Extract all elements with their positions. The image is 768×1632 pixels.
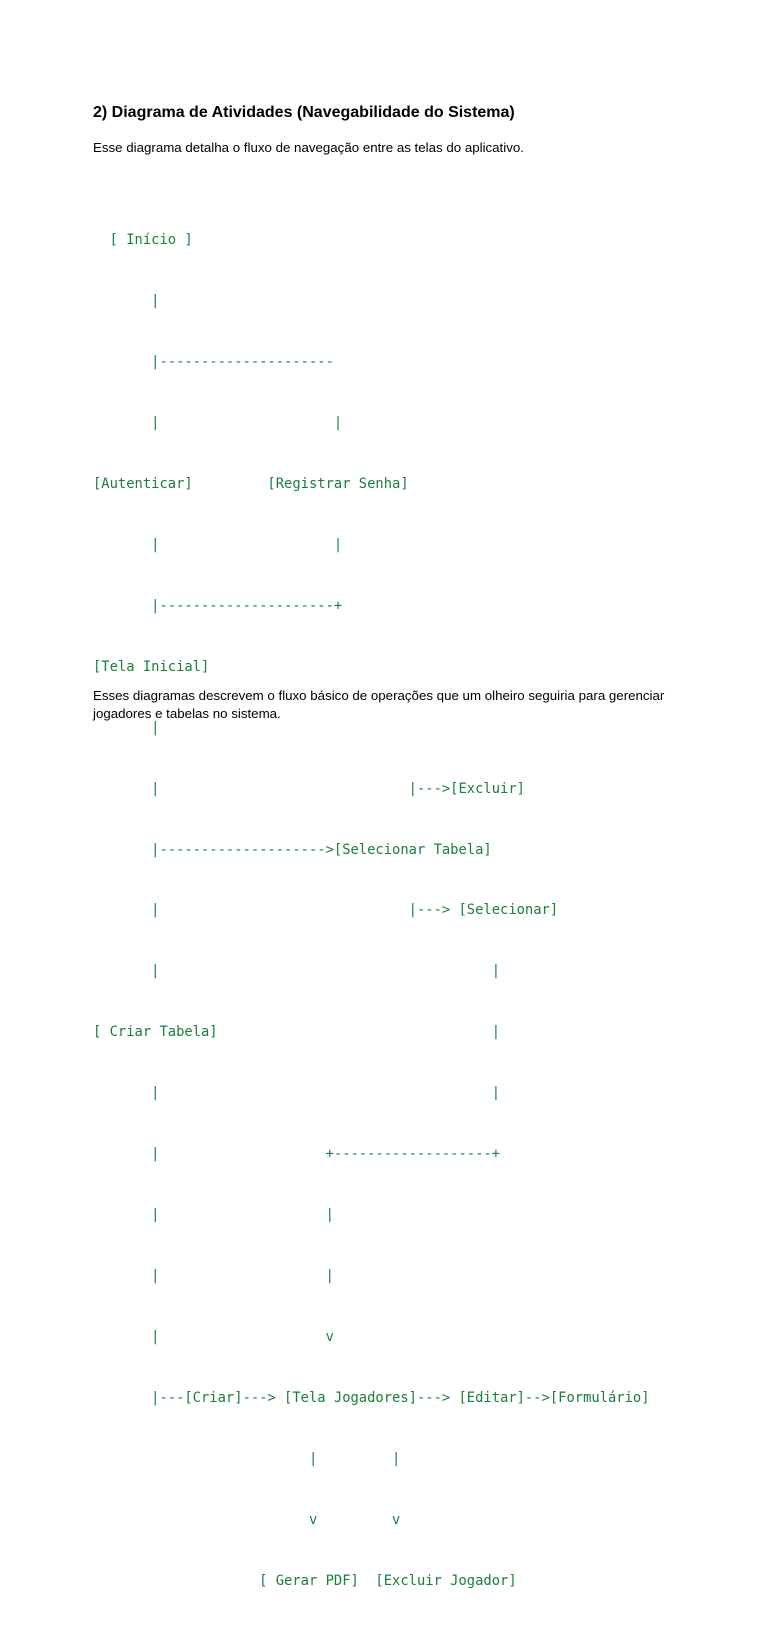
diagram-line: | | [93,1268,334,1285]
section-heading: 2) Diagrama de Atividades (Navegabilidade do Sistema) [93,104,515,121]
diagram-line: | | [93,1451,401,1468]
diagram-line: | | [93,414,343,431]
diagram-line: | +-------------------+ [93,1146,501,1163]
diagram-line: | | [93,536,343,553]
diagram-line: | | [93,963,501,980]
diagram-line: | | [93,1207,334,1224]
diagram-line: [ Gerar PDF] [Excluir Jogador] [93,1573,517,1590]
diagram-line: |---[Criar]---> [Tela Jogadores]---> [Editar]-->[Formulário] [93,1390,650,1407]
diagram-line: |--------------------- [93,353,334,370]
diagram-line: |---------------------+ [93,597,343,614]
diagram-line: | [93,719,160,736]
intro-paragraph: Esse diagrama detalha o fluxo de navegação entre as telas do aplicativo. [93,140,524,155]
diagram-line: [Tela Inicial] [93,658,210,675]
closing-paragraph: Esses diagramas descrevem o fluxo básico de operações que um olheiro seguiria para gerenciar jogadores e tabelas no sistema. [93,688,665,721]
diagram-line: v v [93,1512,401,1529]
diagram-line: [ Criar Tabela] | [93,1024,501,1041]
diagram-line: |-------------------->[Selecionar Tabela] [93,841,492,858]
diagram-line: | |--->[Excluir] [93,780,525,797]
diagram-line: | |---> [Selecionar] [93,902,559,919]
diagram-line: | [93,292,160,309]
activity-diagram [93,189,650,1632]
diagram-line: [ Início ] [93,231,193,248]
diagram-line: | | [93,1085,501,1102]
diagram-line: | v [93,1329,334,1346]
diagram-line: [Autenticar] [Registrar Senha] [93,475,409,492]
